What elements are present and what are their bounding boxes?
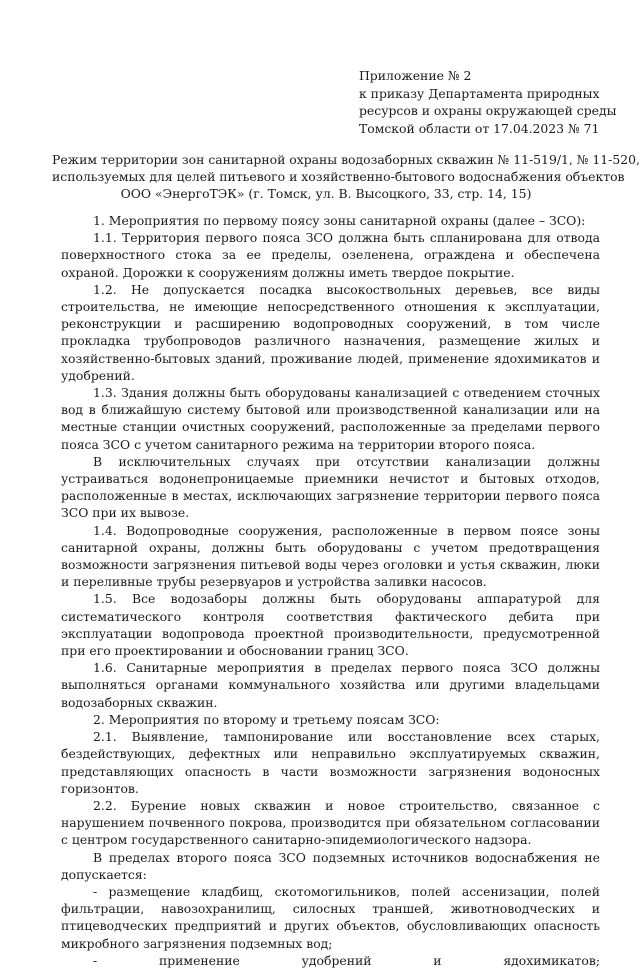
list-item-placement: - размещение кладбищ, скотомогильников, полей ассенизации, полей фильтрации, навозохранилищ, силосных траншей, животноводческих и птицеводческих предприятий и других объектов, обусловливающих опасность микробного загрязнения подземных вод; <box>61 883 600 951</box>
title-line-2: используемых для целей питьевого и хозяйственно-бытового водоснабжения объектов <box>52 168 625 184</box>
paragraph-second-belt-restrictions: В пределах второго пояса ЗСО подземных источников водоснабжения не допускается: <box>61 849 600 882</box>
paragraph-1-2: 1.2. Не допускается посадка высокоствольных деревьев, все виды строительства, не имеющие непосредственного отношения к эксплуатации, реконструкции и расширению водопроводных сооружений, в том числе прокладка трубопроводов различного назначения, размещение жилых и хозяйственно-бытовых зданий, проживание людей, применение ядохимикатов и удобрений. <box>61 281 600 383</box>
annex-department-line: ресурсов и охраны окружающей среды <box>359 103 617 119</box>
document-body <box>61 212 600 969</box>
section-1-heading: 1. Мероприятия по первому поясу зоны санитарной охраны (далее – ЗСО): <box>93 213 586 228</box>
paragraph-1-3: 1.3. Здания должны быть оборудованы канализацией с отведением сточных вод в ближайшую систему бытовой или производственной канализации или на местные станции очистных сооружений, расположенные за пределами первого пояса ЗСО с учетом санитарного режима на территории второго пояса. <box>61 385 600 452</box>
paragraph-1-6: 1.6. Санитарные мероприятия в пределах первого пояса ЗСО должны выполняться органами коммунального хозяйства или другими владельцами водозаборных скважин. <box>61 660 600 710</box>
annex-block <box>359 67 617 137</box>
paragraph-1-5: 1.5. Все водозаборы должны быть оборудованы аппаратурой для систематического контроля соответствия фактического дебита при эксплуатации водопровода проектной производительности, предусмотренной при его проектировании и обосновании границ ЗСО. <box>61 591 600 659</box>
annex-date-line: Томской области от 17.04.2023 № 71 <box>359 120 600 136</box>
annex-number: Приложение № 2 <box>359 68 472 83</box>
paragraph-exceptional-cases: В исключительных случаях при отсутствии канализации должны устраиваться водонепроницаемые приемники нечистот и бытовых отходов, расположенные в местах, исключающих загрязнение территории первого пояса ЗСО при их вывозе. <box>61 453 600 521</box>
paragraph-1-4: 1.4. Водопроводные сооружения, расположенные в первом поясе зоны санитарной охраны, должны быть оборудованы с учетом предотвращения возможности загрязнения питьевой воды через оголовки и устья скважин, люки и переливные трубы резервуаров и устройства заливки насосов. <box>61 522 600 590</box>
title-line-1: Режим территории зон санитарной охраны водозаборных скважин № 11-519/1, № 11-520, <box>52 152 640 167</box>
document-title <box>52 152 640 202</box>
title-line-3: ООО «ЭнергоТЭК» (г. Томск, ул. В. Высоцкого, 33, стр. 14, 15) <box>120 185 532 201</box>
section-2-heading: 2. Мероприятия по второму и третьему поясам ЗСО: <box>93 711 440 727</box>
annex-order-line: к приказу Департамента природных <box>359 85 600 101</box>
paragraph-2-2: 2.2. Бурение новых скважин и новое строительство, связанное с нарушением почвенного покрова, производится при обязательном согласовании с центром государственного санитарно-эпидемиологического надзора. <box>61 797 600 848</box>
paragraph-2-1: 2.1. Выявление, тампонирование или восстановление всех старых, бездействующих, дефектных или неправильно эксплуатируемых скважин, представляющих опасность в части возможности загрязнения водоносных горизонтов. <box>61 729 600 796</box>
list-item-fertilizers: - применение удобрений и ядохимикатов; <box>93 952 600 968</box>
paragraph-1-1: 1.1. Территория первого пояса ЗСО должна быть спланирована для отвода поверхностного стока за ее пределы, озеленена, ограждена и обеспечена охраной. Дорожки к сооружениям должны иметь твердое покрытие. <box>61 230 600 280</box>
